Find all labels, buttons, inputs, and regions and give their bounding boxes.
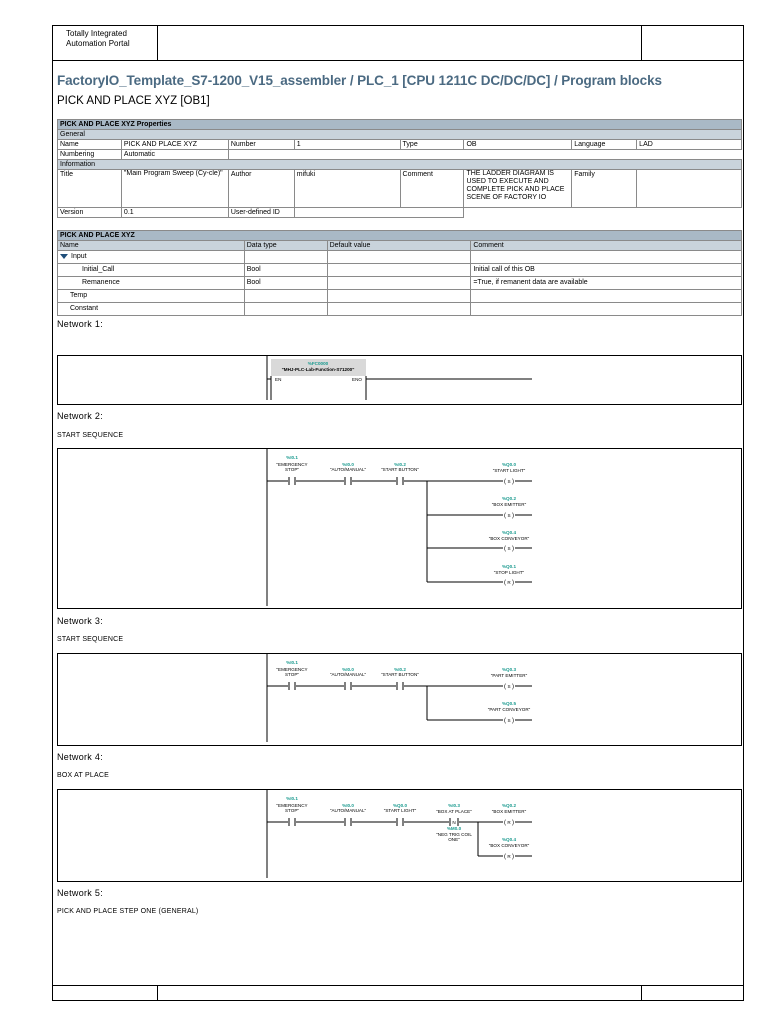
svg-text:(: (	[504, 546, 506, 552]
information-label: Information	[58, 160, 742, 170]
name-label: Name	[58, 140, 122, 150]
constant-label: Constant	[58, 303, 245, 316]
coil-part-conveyor[interactable]	[488, 701, 531, 724]
contact-auto-manual[interactable]	[330, 803, 367, 826]
coil-address: %Q0.4	[501, 530, 517, 535]
header-page-cell	[641, 25, 744, 61]
network-4-ladder	[58, 790, 743, 883]
network-1-ladder	[58, 356, 743, 406]
contact-tag: "EMERGENCY	[276, 803, 308, 808]
network-3-title: Network 3:	[57, 616, 104, 626]
block-title: PICK AND PLACE XYZ [OB1]	[57, 95, 210, 107]
col-type-header: Data type	[244, 241, 327, 251]
col-name-header: Name	[58, 241, 245, 251]
network-4-comment: BOX AT PLACE	[57, 772, 109, 779]
contact-address: %I0.0	[342, 462, 354, 467]
network-3-comment: START SEQUENCE	[57, 636, 124, 643]
coil-address: %Q0.2	[501, 496, 517, 501]
ntrig-memory-address: %M0.0	[446, 826, 462, 831]
coil-op: R	[507, 820, 511, 825]
coil-address: %Q0.5	[501, 701, 517, 706]
svg-text:(: (	[504, 684, 506, 690]
network-2-title: Network 2:	[57, 411, 104, 421]
contact-tag: "START BUTTON"	[381, 672, 419, 677]
svg-text:): )	[512, 513, 514, 519]
coil-address: %Q0.2	[501, 803, 517, 808]
collapse-triangle-icon[interactable]	[60, 254, 68, 259]
network-3-box	[57, 653, 742, 746]
coil-box-emitter-reset[interactable]	[492, 803, 527, 826]
ntrig-tag: "BOX AT PLACE"	[436, 809, 472, 814]
network-1-box	[57, 355, 742, 405]
network-2-box	[57, 448, 742, 609]
eno-pin-label: ENO	[352, 377, 362, 382]
ntrig-memory-tag: ONE"	[448, 837, 460, 842]
svg-text:): )	[512, 718, 514, 724]
footer-right-cell	[641, 985, 744, 1001]
user-id-value	[294, 208, 464, 218]
comment-label: Comment	[400, 170, 464, 208]
coil-tag: "PART EMITTER"	[490, 673, 528, 678]
coil-box-emitter[interactable]	[492, 496, 527, 519]
contact-address: %I0.2	[394, 667, 406, 672]
title-label: Title	[58, 170, 122, 208]
contact-start-button[interactable]	[381, 462, 419, 485]
network-4-box	[57, 789, 742, 882]
svg-text:): )	[512, 546, 514, 552]
param-comment: =True, if remanent data are available	[471, 277, 742, 290]
contact-tag: STOP"	[284, 672, 300, 677]
user-id-label: User-defined ID	[228, 208, 294, 218]
svg-text:(: (	[504, 820, 506, 826]
number-value: 1	[294, 140, 400, 150]
contact-tag: "AUTO/MANUAL"	[329, 808, 367, 813]
block-address: %FC0000	[307, 361, 329, 366]
network-4-title: Network 4:	[57, 752, 104, 762]
ntrig-op: N	[452, 820, 456, 825]
name-value: PICK AND PLACE XYZ	[121, 140, 228, 150]
version-value: 0.1	[121, 208, 228, 218]
col-comment-header: Comment	[471, 241, 742, 251]
ntrig-memory-tag: "NEG TRIG COIL	[436, 832, 472, 837]
coil-tag: "START LIGHT"	[492, 468, 526, 473]
coil-tag: "STOP LIGHT"	[493, 570, 525, 575]
contact-address: %I0.1	[286, 455, 298, 460]
param-default	[327, 277, 471, 290]
contact-address: %I0.1	[286, 796, 298, 801]
interface-section-title: PICK AND PLACE XYZ	[58, 231, 742, 241]
contact-tag: "AUTO/MANUAL"	[329, 467, 367, 472]
coil-op: S	[507, 546, 511, 551]
coil-box-conveyor-reset[interactable]	[489, 837, 530, 860]
footer-center-cell	[157, 985, 642, 1001]
coil-op: S	[507, 718, 511, 723]
temp-label: Temp	[58, 290, 245, 303]
contact-address: %I0.0	[342, 667, 354, 672]
coil-op: R	[507, 854, 511, 859]
family-label: Family	[572, 170, 637, 208]
coil-tag: "BOX EMITTER"	[491, 809, 527, 814]
coil-op: S	[507, 684, 511, 689]
properties-section-title: PICK AND PLACE XYZ Properties	[58, 120, 742, 130]
author-value: mifuki	[294, 170, 400, 208]
numbering-label: Numbering	[58, 150, 122, 160]
contact-tag: STOP"	[284, 808, 300, 813]
language-label: Language	[572, 140, 637, 150]
coil-part-emitter[interactable]	[491, 667, 528, 690]
contact-auto-manual[interactable]	[330, 462, 367, 485]
coil-box-conveyor[interactable]	[489, 530, 530, 552]
header-portal-cell	[52, 25, 158, 61]
ntrig-address: %I0.3	[448, 803, 460, 808]
param-default	[327, 264, 471, 277]
type-value: OB	[464, 140, 572, 150]
input-section-row[interactable]	[58, 251, 245, 264]
svg-text:(: (	[504, 479, 506, 485]
version-label: Version	[58, 208, 122, 218]
coil-stop-light[interactable]	[494, 564, 525, 586]
svg-text:): )	[512, 684, 514, 690]
coil-tag: "BOX CONVEYOR"	[488, 536, 530, 541]
svg-text:(: (	[504, 854, 506, 860]
coil-tag: "BOX CONVEYOR"	[488, 843, 530, 848]
svg-text:(: (	[504, 513, 506, 519]
contact-address: %I0.0	[342, 803, 354, 808]
author-label: Author	[228, 170, 294, 208]
input-label: Input	[71, 253, 87, 260]
contact-tag: "AUTO/MANUAL"	[329, 672, 367, 677]
network-2-ladder	[58, 449, 743, 610]
language-value: LAD	[637, 140, 742, 150]
contact-tag: "EMERGENCY	[276, 667, 308, 672]
param-name: Initial_Call	[58, 264, 245, 277]
svg-text:(: (	[504, 580, 506, 586]
svg-text:): )	[512, 580, 514, 586]
svg-text:): )	[512, 479, 514, 485]
contact-address: %I0.2	[394, 462, 406, 467]
block-name: "MHJ-PLC-Lab-Function-S71200"	[281, 367, 355, 372]
coil-op: S	[507, 513, 511, 518]
param-comment: Initial call of this OB	[471, 264, 742, 277]
contact-tag: "START LIGHT"	[383, 808, 417, 813]
title-value: "Main Program Sweep (Cy-cle)"	[121, 170, 228, 208]
coil-op: R	[507, 580, 511, 585]
network-3-ladder	[58, 654, 743, 747]
contact-auto-manual[interactable]	[330, 667, 367, 690]
type-label: Type	[400, 140, 464, 150]
numbering-value: Automatic	[121, 150, 228, 160]
param-type: Bool	[244, 264, 327, 277]
family-value	[637, 170, 742, 208]
comment-value: THE LADDER DIAGRAM IS USED TO EXECUTE AND COMPLETE PICK AND PLACE SCENE OF FACTORY IO	[464, 170, 572, 208]
interface-table	[57, 230, 742, 316]
param-type: Bool	[244, 277, 327, 290]
header-title-cell	[157, 25, 642, 61]
network-5-title: Network 5:	[57, 888, 104, 898]
contact-start-light[interactable]	[384, 803, 417, 826]
contact-tag: "EMERGENCY	[276, 462, 308, 467]
coil-address: %Q0.1	[501, 564, 517, 569]
coil-address: %Q0.4	[501, 837, 517, 842]
en-pin-label: EN	[275, 377, 282, 382]
portal-name-line1: Totally Integrated	[66, 29, 127, 38]
coil-address: %Q0.0	[501, 462, 517, 467]
network-2-comment: START SEQUENCE	[57, 432, 124, 439]
coil-tag: "PART CONVEYOR"	[487, 707, 531, 712]
footer-left-cell	[52, 985, 158, 1001]
network-1-title: Network 1:	[57, 319, 104, 329]
svg-text:): )	[512, 820, 514, 826]
contact-address: %Q0.0	[392, 803, 408, 808]
contact-tag: STOP"	[284, 467, 300, 472]
col-default-header: Default value	[327, 241, 471, 251]
coil-start-light[interactable]	[493, 462, 526, 485]
svg-text:): )	[512, 854, 514, 860]
general-label: General	[58, 130, 742, 140]
svg-text:(: (	[504, 718, 506, 724]
portal-name-line2: Automation Portal	[66, 39, 130, 48]
contact-tag: "START BUTTON"	[381, 467, 419, 472]
project-path: FactoryIO_Template_S7-1200_V15_assembler / PLC_1 [CPU 1211C DC/DC/DC] / Program blocks	[57, 73, 662, 88]
coil-op: S	[507, 479, 511, 484]
contact-address: %I0.1	[286, 660, 298, 665]
properties-table	[57, 119, 742, 218]
contact-start-button[interactable]	[381, 667, 419, 690]
param-name: Remanence	[58, 277, 245, 290]
coil-address: %Q0.3	[501, 667, 517, 672]
coil-tag: "BOX EMITTER"	[491, 502, 527, 507]
number-label: Number	[228, 140, 294, 150]
network-5-comment: PICK AND PLACE STEP ONE (GENERAL)	[57, 908, 199, 915]
